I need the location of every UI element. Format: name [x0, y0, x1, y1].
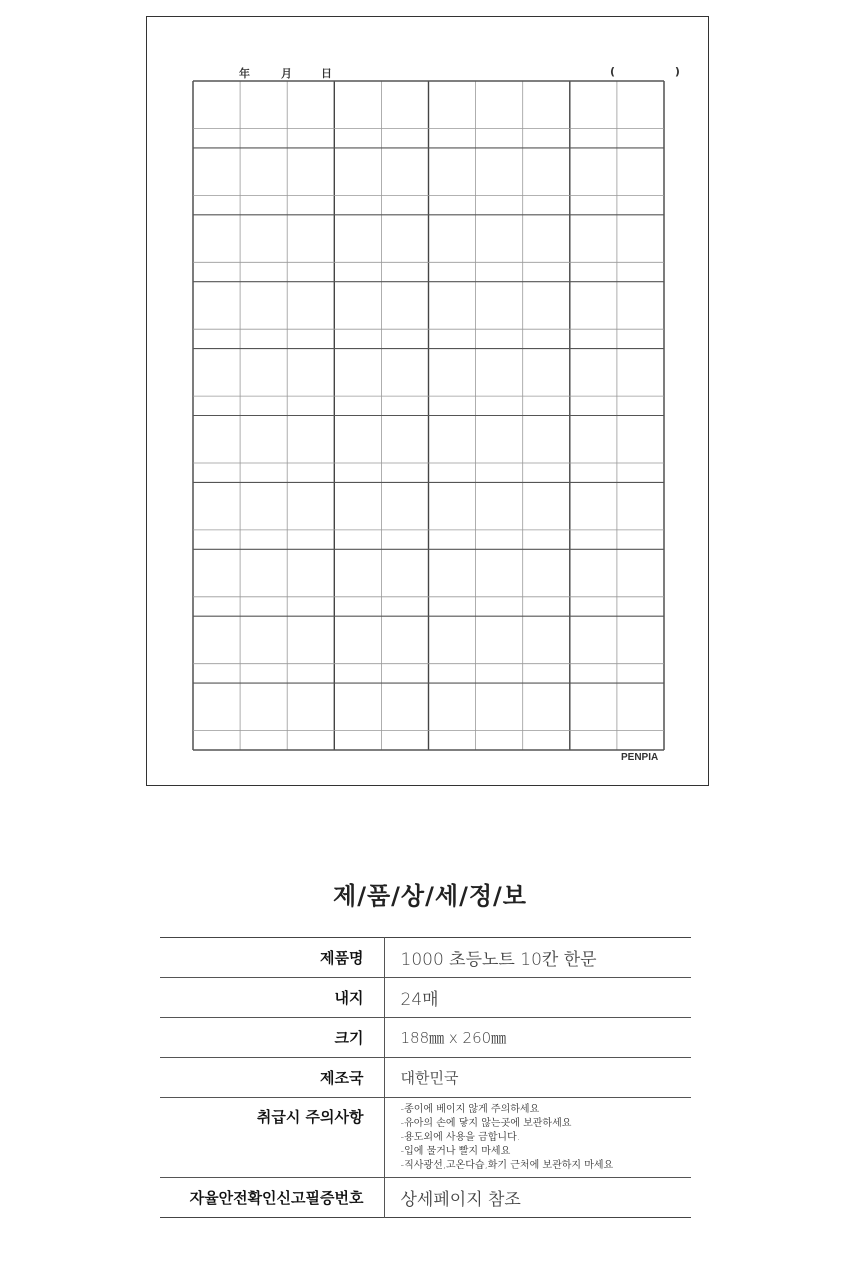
row-label: 취급시 주의사항	[160, 1098, 384, 1178]
year-label: 年	[239, 67, 250, 80]
row-label: 크기	[160, 1018, 384, 1058]
writing-grid	[147, 17, 708, 785]
row-label: 제조국	[160, 1058, 384, 1098]
list-item: -용도외에 사용을 금합니다.	[400, 1131, 520, 1143]
month-label: 月	[281, 67, 292, 80]
day-label: 日	[321, 67, 332, 80]
table-row	[160, 1018, 691, 1058]
list-item: -유아의 손에 닿지 않는곳에 보관하세요	[400, 1117, 572, 1129]
row-value: 상세페이지 참조	[400, 1190, 521, 1210]
row-value: 대한민국	[384, 1058, 691, 1098]
row-label: 내지	[160, 978, 384, 1018]
row-label: 제품명	[160, 938, 384, 978]
table-row	[160, 978, 691, 1018]
row-value	[384, 1098, 691, 1178]
table-row	[160, 1178, 691, 1218]
notebook-page-preview	[146, 16, 709, 786]
product-info-table	[160, 937, 691, 1218]
table-row	[160, 1058, 691, 1098]
row-label: 자율안전확인신고필증번호	[160, 1178, 384, 1218]
row-value: 188㎜ x 260㎜	[384, 1018, 691, 1058]
row-value: 24매	[384, 978, 691, 1018]
weekday-paren: ( )	[610, 65, 708, 78]
table-row	[160, 938, 691, 978]
row-value: 1000 초등노트 10칸 한문	[384, 938, 691, 978]
caution-list	[401, 1099, 692, 1177]
list-item: -종이에 베이지 않게 주의하세요	[400, 1103, 540, 1115]
list-item: -직사광선,고온다습,화기 근처에 보관하지 마세요	[400, 1159, 614, 1171]
product-info-title: 제/품/상/세/정/보	[333, 882, 527, 910]
table-row	[160, 1098, 691, 1178]
list-item: -입에 물거나 빨지 마세요	[400, 1145, 511, 1157]
brand-logo-text: PENPIA	[621, 752, 659, 763]
